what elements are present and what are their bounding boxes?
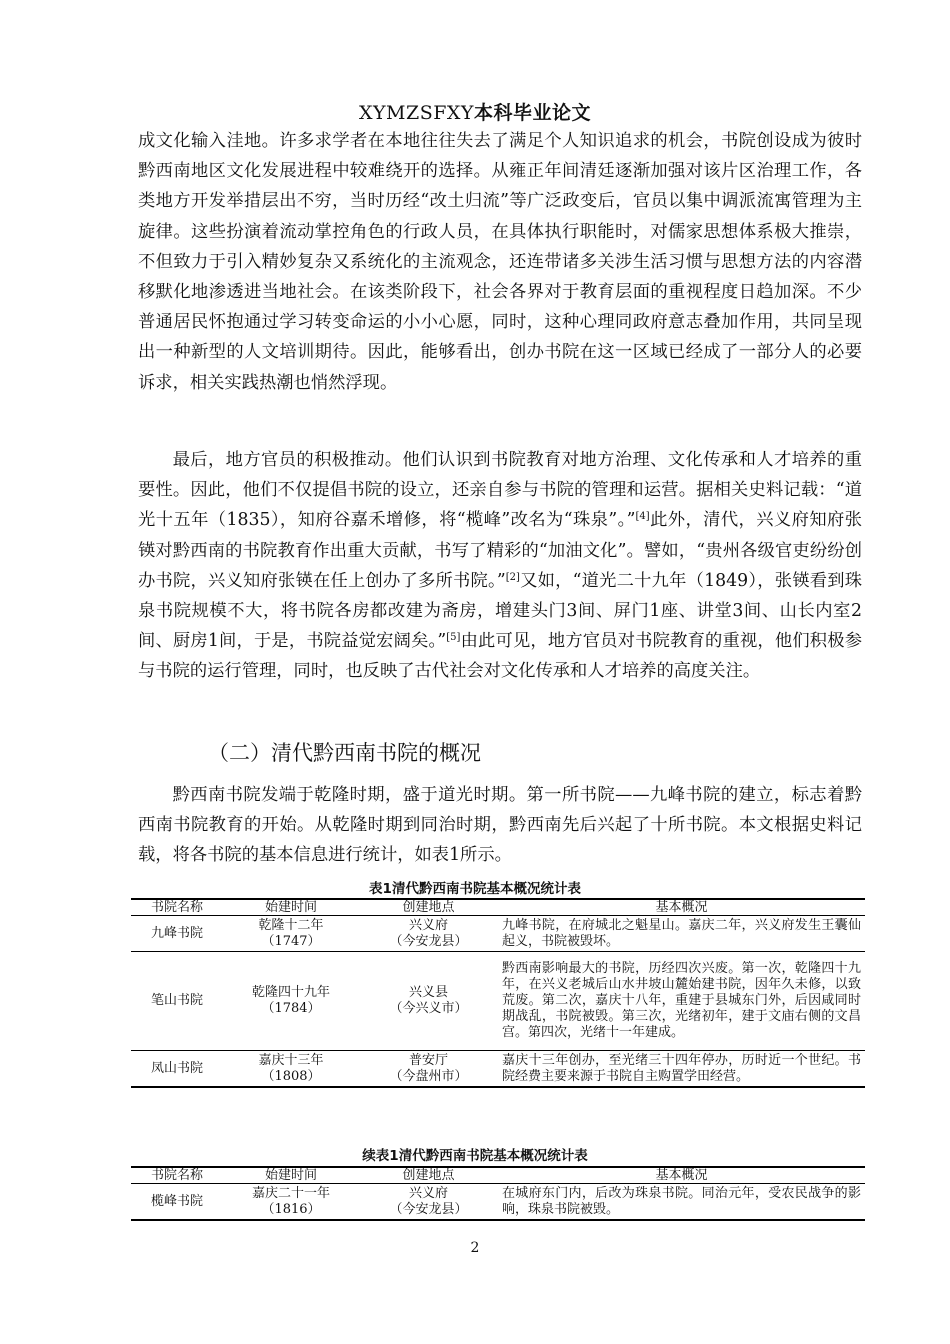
citation-5: [5] xyxy=(446,632,461,644)
place-modern-text: （今安龙县） xyxy=(389,933,468,949)
place-text: 普安厅 xyxy=(408,1052,448,1068)
founding-place xyxy=(359,952,498,1051)
paragraph-2-part-2: 此外，清代，兴义府知府张锳对黔西南的书院教育作出重大贡献，书写了精彩的“加油文化”。譬如，“贵州各级官吏纷纷创办书院，兴义知府张锳在任上创办了多所书院。” xyxy=(138,510,862,591)
founding-place xyxy=(359,1184,498,1221)
table-1-caption: 表1清代黔西南书院基本概况统计表 xyxy=(369,881,581,897)
year-text: （1747） xyxy=(261,933,321,949)
founding-time xyxy=(223,1051,359,1088)
place-text: 兴义县 xyxy=(408,985,448,1000)
table-row xyxy=(131,952,865,1051)
header-name: 书院名称 xyxy=(131,899,223,916)
header-desc: 基本概况 xyxy=(498,1167,865,1184)
academy-name: 凤山书院 xyxy=(131,1051,223,1088)
year-text: （1808） xyxy=(261,1068,321,1084)
year-text: （1784） xyxy=(261,1001,321,1016)
table-header-row xyxy=(131,1167,865,1184)
time-text: 乾隆四十九年 xyxy=(251,985,330,1000)
description: 在城府东门内，后改为珠泉书院。同治元年，受农民战争的影响，珠泉书院被毁。 xyxy=(498,1184,865,1221)
place-modern-text: （今兴义市） xyxy=(389,1001,468,1016)
year-text: （1816） xyxy=(261,1201,321,1217)
table-row xyxy=(131,1051,865,1088)
header-place: 创建地点 xyxy=(359,1167,498,1184)
header-place: 创建地点 xyxy=(359,899,498,916)
place-text: 兴义府 xyxy=(408,917,448,933)
paragraph-2 xyxy=(138,445,862,687)
header-time: 始建时间 xyxy=(223,899,359,916)
section-title: （二）清代黔西南书院的概况 xyxy=(208,741,481,765)
description: 九峰书院，在府城北之魁星山。嘉庆二年，兴义府发生王囊仙起义，书院被毁坏。 xyxy=(498,916,865,952)
citation-2: [2] xyxy=(505,571,520,583)
time-text: 嘉庆二十一年 xyxy=(251,1185,330,1201)
table-2-caption: 续表1清代黔西南书院基本概况统计表 xyxy=(362,1148,588,1164)
place-text: 兴义府 xyxy=(408,1185,448,1201)
paragraph-1: 成文化输入洼地。许多求学者在本地往往失去了满足个人知识追求的机会，书院创设成为彼时黔西南地区文化发展进程中较难绕开的选择。从雍正年间清廷逐渐加强对该片区治理工作，各类地方开发举措层出不穷，当时历经“改土归流”等广泛政变后，官员以集中调派流寓管理为主旋律。这些扮演着流动掌控角色的行政人员，在具体执行职能时，对儒家思想体系极大推崇，不但致力于引入精妙复杂又系统化的主流观念，还连带诸多关涉生活习惯与思想方法的内容潜移默化地渗透进当地社会。在该类阶段下，社会各界对于教育层面的重视程度日趋加深。不少普通居民怀抱通过学习转变命运的小小心愿，同时，这种心理同政府意志叠加作用，共同呈现出一种新型的人文培训期待。因此，能够看出，创办书院在这一区域已经成了一部分人的必要诉求，相关实践热潮也悄然浮现。 xyxy=(138,131,862,393)
place-modern-text: （今盘州市） xyxy=(389,1068,468,1084)
page-header xyxy=(0,98,950,125)
paragraph-3: 黔西南书院发端于乾隆时期，盛于道光时期。第一所书院——九峰书院的建立，标志着黔西南书院教育的开始。从乾隆时期到同治时期，黔西南先后兴起了十所书院。本文根据史料记载，将各书院的基本信息进行统计，如表1所示。 xyxy=(138,785,862,866)
page-number: 2 xyxy=(470,1240,480,1256)
founding-time xyxy=(223,1184,359,1221)
header-title: 本科毕业论文 xyxy=(473,102,591,124)
description: 黔西南影响最大的书院，历经四次兴废。第一次，乾隆四十九年，在兴义老城后山水井坡山麓始建书院，因年久未修，以致荒废。第二次，嘉庆十八年，重建于县城东门外，后因咸同时期战乱，书院被毁。第三次，光绪初年，建于文庙右侧的文昌宫。第四次，光绪十一年建成。 xyxy=(498,952,865,1051)
academy-name: 九峰书院 xyxy=(131,916,223,952)
paragraph-2-part-3: 又如，“道光二十九年（1849），张锳看到珠泉书院规模不大，将书院各房都改建为斋房，增建头门3间、屏门1座、讲堂3间、山长内室2间、厨房1间，于是，书院益觉宏阔矣。” xyxy=(138,570,862,652)
time-text: 嘉庆十三年 xyxy=(258,1052,324,1068)
header-desc: 基本概况 xyxy=(498,899,865,916)
citation-4: [4] xyxy=(635,511,650,523)
paragraph-2-part-1: 最后，地方官员的积极推动。他们认识到书院教育对地方治理、文化传承和人才培养的重要性。因此，他们不仅提倡书院的设立，还亲自参与书院的管理和运营。据相关史料记载：“道光十五年（1835），知府谷嘉禾增修，将“榄峰”改名为“珠泉”。” xyxy=(138,450,862,531)
place-modern-text: （今安龙县） xyxy=(389,1201,468,1217)
header-name: 书院名称 xyxy=(131,1167,223,1184)
founding-time xyxy=(223,916,359,952)
table-row xyxy=(131,1184,865,1221)
table-header-row xyxy=(131,899,865,916)
academy-name: 榄峰书院 xyxy=(131,1184,223,1221)
time-text: 乾隆十二年 xyxy=(258,917,324,933)
academy-name: 笔山书院 xyxy=(131,952,223,1051)
table-2 xyxy=(131,1166,865,1221)
founding-place xyxy=(359,916,498,952)
founding-place xyxy=(359,1051,498,1088)
paragraph-2-part-4: 由此可见，地方官员对书院教育的重视，他们积极参与书院的运行管理，同时，也反映了古代社会对文化传承和人才培养的高度关注。 xyxy=(138,631,862,682)
founding-time xyxy=(223,952,359,1051)
header-time: 始建时间 xyxy=(223,1167,359,1184)
table-1 xyxy=(131,898,865,1088)
description: 嘉庆十三年创办，至光绪三十四年停办，历时近一个世纪。书院经费主要来源于书院自主购置学田经营。 xyxy=(498,1051,865,1088)
header-code: XYMZSFXY xyxy=(358,102,474,124)
table-row xyxy=(131,916,865,952)
